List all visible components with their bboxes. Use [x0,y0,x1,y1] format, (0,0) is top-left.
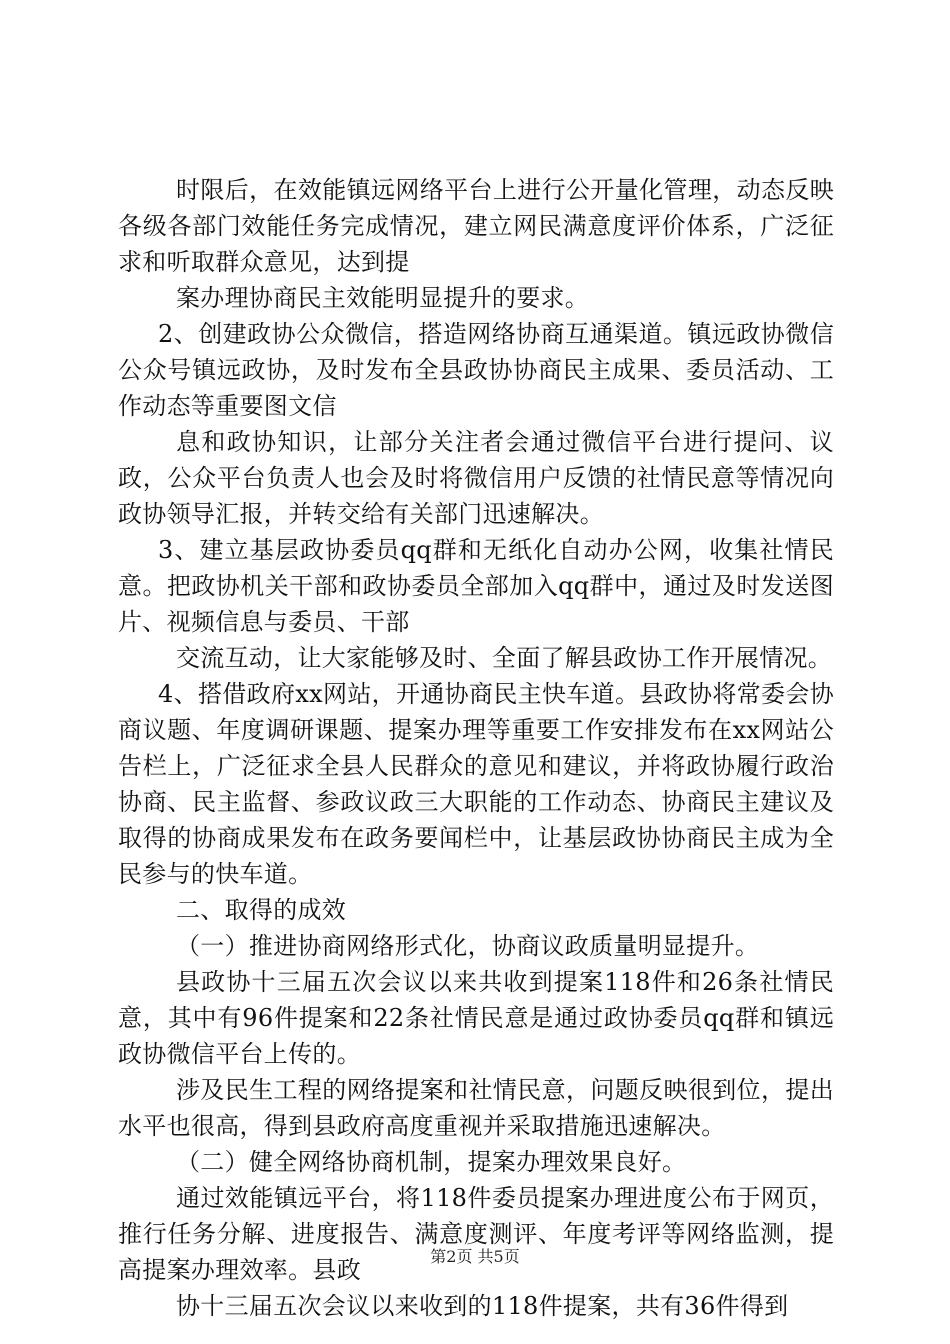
page-footer: 第2页 共5页 [430,1247,520,1266]
paragraph-6: 交流互动，让大家能够及时、全面了解县政协工作开展情况。 [176,644,833,672]
section-heading: 二、取得的成效 [176,896,347,924]
subsection-heading-2: （二）健全网络协商机制，提案办理效果良好。 [176,1148,687,1176]
paragraph-5: 3、建立基层政协委员qq群和无纸化自动办公网，收集社情民意。把政协机关干部和政协委员全部加入qq群中，通过及时发送图片、视频信息与委员、干部 [118,536,834,636]
paragraph-3: 2、创建政协公众微信，搭造网络协商互通渠道。镇远政协微信公众号镇远政协，及时发布全县政协协商民主成果、委员活动、工作动态等重要图文信 [118,320,834,420]
paragraph-10: 通过效能镇远平台，将118件委员提案办理进度公布于网页，推行任务分解、进度报告、满意度测评、年度考评等网络监测，提高提案办理效率。县政 [118,1184,834,1284]
paragraph-7: 4、搭借政府xx网站，开通协商民主快车道。县政协将常委会协商议题、年度调研课题、提案办理等重要工作安排发布在xx网站公告栏上，广泛征求全县人民群众的意见和建议，并将政协履行政治协商、民主监督、参政议政三大职能的工作动态、协商民主建议及取得的协商成果发布在政务要闻栏中，让基层政协协商民主成为全民参与的快车道。 [118,680,834,888]
paragraph-8: 县政协十三届五次会议以来共收到提案118件和26条社情民意，其中有96件提案和22条社情民意是通过政协委员qq群和镇远政协微信平台上传的。 [118,968,834,1068]
paragraph-4: 息和政协知识，让部分关注者会通过微信平台进行提问、议政，公众平台负责人也会及时将微信用户反馈的社情民意等情况向政协领导汇报，并转交给有关部门迅速解决。 [118,428,834,528]
subsection-heading-1: （一）推进协商网络形式化，协商议政质量明显提升。 [176,932,760,960]
paragraph-2: 案办理协商民主效能明显提升的要求。 [176,284,590,312]
paragraph-9: 涉及民生工程的网络提案和社情民意，问题反映很到位，提出水平也很高，得到县政府高度重视并采取措施迅速解决。 [118,1076,834,1140]
paragraph-11: 协十三届五次会议以来收到的118件提案，共有36件得到 [176,1292,789,1320]
document-body [118,172,834,1324]
paragraph-1: 时限后，在效能镇远网络平台上进行公开量化管理，动态反映各级各部门效能任务完成情况，建立网民满意度评价体系，广泛征求和听取群众意见，达到提 [118,176,834,276]
